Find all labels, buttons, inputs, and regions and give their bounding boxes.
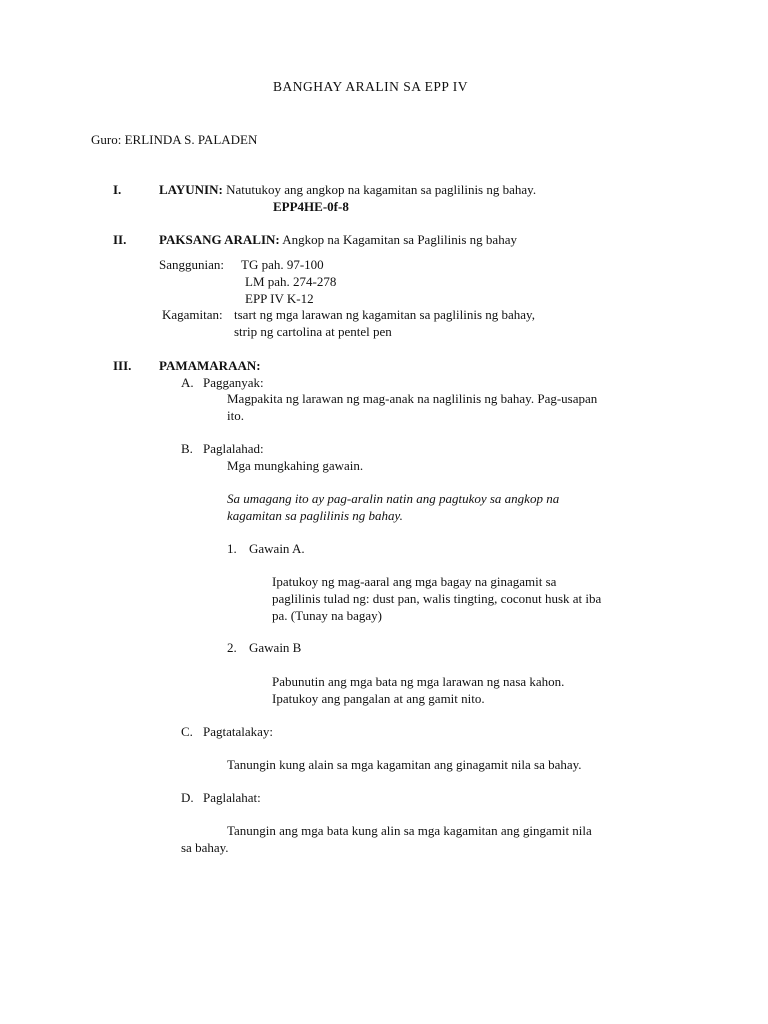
step-b-italic-1: Sa umagang ito ay pag-aralin natin ang pagtukoy sa angkop na <box>227 491 560 506</box>
step-d-title: Paglalahat: <box>203 790 261 805</box>
section-3-number: III. <box>113 358 132 373</box>
competency-code: EPP4HE-0f-8 <box>273 199 349 214</box>
step-c-line-1: Tanungin kung alain sa mga kagamitan ang ginagamit nila sa bahay. <box>227 757 582 772</box>
step-d-line-1: Tanungin ang mga bata kung alin sa mga kagamitan ang gingamit nila <box>227 823 592 838</box>
document-title: BANGHAY ARALIN SA EPP IV <box>273 79 469 94</box>
activity-1-line-3: pa. (Tunay na bagay) <box>272 608 382 623</box>
material-2: strip ng cartolina at pentel pen <box>234 324 392 339</box>
activity-2-marker: 2. <box>227 640 237 655</box>
activity-1-title: Gawain A. <box>249 541 305 556</box>
step-b-title: Paglalahad: <box>203 441 264 456</box>
step-b-marker: B. <box>181 441 193 456</box>
step-b-italic-2: kagamitan sa paglilinis ng bahay. <box>227 508 403 523</box>
section-1-number: I. <box>113 182 122 197</box>
kagamitan-label: Kagamitan: <box>162 307 223 322</box>
section-2-heading <box>159 231 517 248</box>
step-b-line-1: Mga mungkahing gawain. <box>227 458 364 473</box>
material-1: tsart ng mga larawan ng kagamitan sa paglilinis ng bahay, <box>234 307 535 322</box>
activity-2-title: Gawain B <box>249 640 302 655</box>
step-a-title: Pagganyak: <box>203 375 264 390</box>
section-3-label: PAMAMARAAN: <box>159 358 261 373</box>
section-1-text: Natutukoy ang angkop na kagamitan sa paglilinis ng bahay. <box>226 182 537 197</box>
section-1-heading <box>159 181 536 198</box>
step-d-marker: D. <box>181 790 194 805</box>
reference-3: EPP IV K-12 <box>245 291 314 306</box>
activity-2-line-2: Ipatukoy ang pangalan at ang gamit nito. <box>272 691 485 706</box>
reference-2: LM pah. 274-278 <box>245 274 337 289</box>
step-c-marker: C. <box>181 724 193 739</box>
section-2-number: II. <box>113 232 127 247</box>
step-d-line-2: sa bahay. <box>181 840 229 855</box>
section-1-label: LAYUNIN: <box>159 182 223 197</box>
step-c-title: Pagtatalakay: <box>203 724 274 739</box>
step-a-line-2: ito. <box>227 408 244 423</box>
section-2-text: Angkop na Kagamitan sa Paglilinis ng bahay <box>282 232 517 247</box>
activity-2-line-1: Pabunutin ang mga bata ng mga larawan ng nasa kahon. <box>272 674 565 689</box>
section-2-label: PAKSANG ARALIN: <box>159 232 280 247</box>
step-a-marker: A. <box>181 375 194 390</box>
teacher-line: Guro: ERLINDA S. PALADEN <box>91 132 258 147</box>
sanggunian-label: Sanggunian: <box>159 257 224 272</box>
activity-1-line-2: paglilinis tulad ng: dust pan, walis tingting, coconut husk at iba <box>272 591 602 606</box>
step-a-line-1: Magpakita ng larawan ng mag-anak na naglilinis ng bahay. Pag-usapan <box>227 391 598 406</box>
reference-1: TG pah. 97-100 <box>241 257 324 272</box>
activity-1-marker: 1. <box>227 541 237 556</box>
activity-1-line-1: Ipatukoy ng mag-aaral ang mga bagay na ginagamit sa <box>272 574 557 589</box>
